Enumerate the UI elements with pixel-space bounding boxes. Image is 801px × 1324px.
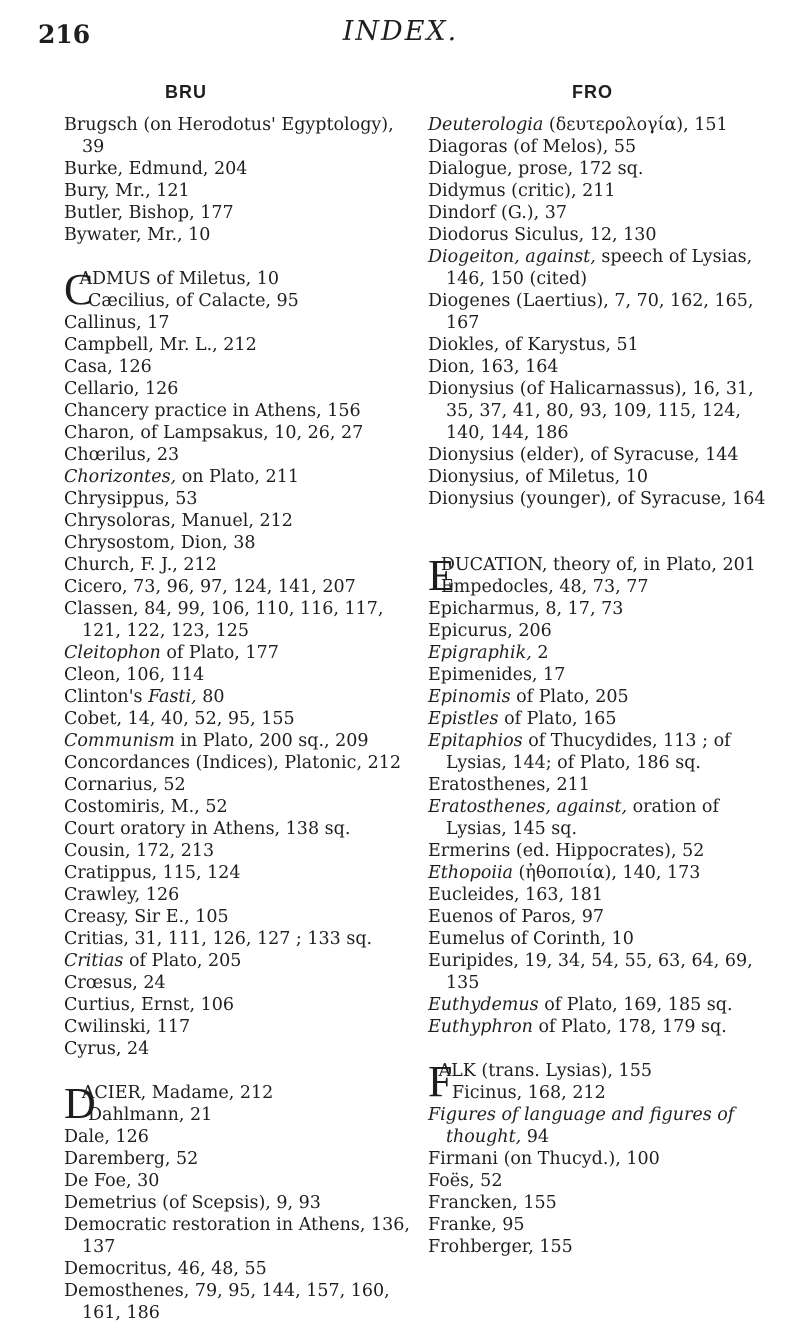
index-entry [64, 1170, 416, 1192]
entry-title-italic: Chorizontes, [64, 467, 177, 487]
entry-text: Chœrilus, 23 [64, 445, 180, 465]
index-entry [64, 708, 416, 730]
entry-text: Concordances (Indices), Platonic, 212 [64, 753, 401, 773]
drop-cap-letter: F [428, 1057, 453, 1106]
entry-text: 80 [196, 687, 225, 707]
index-entry [64, 1214, 416, 1258]
index-entry [428, 664, 776, 686]
entry-title-italic: Epistles [428, 709, 499, 729]
entry-text: De Foe, 30 [64, 1171, 160, 1191]
drop-cap-letter: D [64, 1079, 96, 1128]
index-entry [64, 928, 416, 950]
entry-title-italic: Epigraphik, [428, 643, 532, 663]
entry-title-italic: Figures of language and figures of thought, [428, 1105, 735, 1147]
entry-title-italic: Fasti, [148, 687, 197, 707]
entry-text: DUCATION, theory of, in Plato, 201 [440, 555, 756, 575]
index-entry [428, 620, 776, 642]
entry-text: Cæcilius, of Calacte, 95 [88, 291, 299, 311]
index-entry [428, 224, 776, 246]
entry-text: Dionysius, of Miletus, 10 [428, 467, 648, 487]
index-entry [64, 422, 416, 444]
entry-text: Cratippus, 115, 124 [64, 863, 241, 883]
entry-title-italic: Eratosthenes, against, [428, 797, 628, 817]
entry-text: Diokles, of Karystus, 51 [428, 335, 639, 355]
index-entry [428, 466, 776, 488]
index-entry [64, 378, 416, 400]
index-entry [64, 774, 416, 796]
index-entry [428, 576, 776, 598]
index-entry [64, 1038, 416, 1060]
index-entry [64, 598, 416, 642]
entry-text: Cicero, 73, 96, 97, 124, 141, 207 [64, 577, 356, 597]
index-entry [64, 1258, 416, 1280]
index-entry [428, 708, 776, 730]
entry-title-italic: Euthydemus [428, 995, 539, 1015]
index-entry [64, 884, 416, 906]
entry-text: Foës, 52 [428, 1171, 503, 1191]
index-entry [64, 576, 416, 598]
index-entry [64, 356, 416, 378]
entry-text: of Plato, 205 [510, 687, 629, 707]
entry-text: Euripides, 19, 34, 54, 55, 63, 64, 69, 135 [428, 951, 753, 993]
index-entry [428, 356, 776, 378]
index-entry [428, 158, 776, 180]
left-column-header: BRU [165, 82, 207, 102]
index-entry [64, 488, 416, 510]
index-entry [428, 180, 776, 202]
index-entry [428, 136, 776, 158]
entry-title-italic: Epitaphios [428, 731, 523, 751]
index-entry [428, 444, 776, 466]
entry-text: Eratosthenes, 211 [428, 775, 590, 795]
entry-text: Costomiris, M., 52 [64, 797, 228, 817]
entry-text: Clinton's [64, 687, 149, 707]
entry-text: of Thucydides, 113 ; of Lysias, 144; of Plato, 186 sq. [446, 731, 731, 773]
entry-text: Campbell, Mr. L., 212 [64, 335, 257, 355]
drop-cap-letter: E [428, 551, 455, 600]
entry-text: of Plato, 169, 185 sq. [538, 995, 733, 1015]
entry-text: Eucleides, 163, 181 [428, 885, 603, 905]
index-entry [428, 246, 776, 290]
entry-text: Chrysoloras, Manuel, 212 [64, 511, 293, 531]
index-entry [428, 202, 776, 224]
index-entry [64, 840, 416, 862]
entry-gap [428, 510, 776, 532]
index-entry [428, 334, 776, 356]
entry-text: Dionysius (elder), of Syracuse, 144 [428, 445, 739, 465]
entry-text: (ἠθοποιία), 140, 173 [512, 863, 701, 883]
entry-text: Callinus, 17 [64, 313, 170, 333]
index-entry [64, 730, 416, 752]
entry-text: Classen, 84, 99, 106, 110, 116, 117, 121, 122, 123, 125 [64, 599, 384, 641]
entry-text: Empedocles, 48, 73, 77 [440, 577, 649, 597]
entry-title-italic: Epinomis [428, 687, 511, 707]
entry-text: of Plato, 178, 179 sq. [532, 1017, 727, 1037]
index-entry [64, 532, 416, 554]
entry-text: Bywater, Mr., 10 [64, 225, 211, 245]
entry-gap [428, 532, 776, 554]
entry-text: Dialogue, prose, 172 sq. [428, 159, 644, 179]
index-entry [64, 1192, 416, 1214]
index-entry [64, 466, 416, 488]
drop-cap-letter: C [64, 265, 94, 314]
entry-text: Cyrus, 24 [64, 1039, 150, 1059]
entry-text: Firmani (on Thucyd.), 100 [428, 1149, 660, 1169]
entry-text: Charon, of Lampsakus, 10, 26, 27 [64, 423, 364, 443]
entry-text: Critias, 31, 111, 126, 127 ; 133 sq. [64, 929, 373, 949]
index-entry [64, 818, 416, 840]
index-entry [64, 796, 416, 818]
index-entry [428, 598, 776, 620]
index-entry [64, 994, 416, 1016]
index-entry [428, 642, 776, 664]
entry-text: Ficinus, 168, 212 [452, 1083, 606, 1103]
index-entry [428, 906, 776, 928]
entry-title-italic: Critias [64, 951, 124, 971]
entry-text: Cleon, 106, 114 [64, 665, 205, 685]
index-entry [64, 752, 416, 774]
entry-text: Epicurus, 206 [428, 621, 552, 641]
index-entry [428, 1082, 776, 1104]
entry-text: ALK (trans. Lysias), 155 [438, 1061, 652, 1081]
entry-text: Creasy, Sir E., 105 [64, 907, 229, 927]
index-entry [428, 1016, 776, 1038]
index-entry [64, 158, 416, 180]
entry-text: Cwilinski, 117 [64, 1017, 191, 1037]
entry-text: Epicharmus, 8, 17, 73 [428, 599, 624, 619]
entry-text: Dale, 126 [64, 1127, 149, 1147]
index-entry [428, 994, 776, 1016]
index-entry [64, 114, 416, 158]
index-entry [428, 1192, 776, 1214]
index-entry [64, 180, 416, 202]
index-entry [64, 202, 416, 224]
index-entry [64, 554, 416, 576]
entry-text: Democratic restoration in Athens, 136, 137 [64, 1215, 410, 1257]
index-entry [64, 906, 416, 928]
entry-text: Demetrius (of Scepsis), 9, 93 [64, 1193, 321, 1213]
index-entry [64, 290, 416, 312]
index-entry [64, 224, 416, 246]
index-entry [428, 1104, 776, 1148]
entry-text: 2 [531, 643, 549, 663]
entry-text: Dionysius (younger), of Syracuse, 164 [428, 489, 766, 509]
entry-text: Franke, 95 [428, 1215, 525, 1235]
entry-text: Demosthenes, 79, 95, 144, 157, 160, 161, 186 [64, 1281, 390, 1323]
index-entry [428, 796, 776, 840]
left-column [64, 114, 416, 1324]
entry-text: Church, F. J., 212 [64, 555, 217, 575]
entry-text: in Plato, 200 sq., 209 [174, 731, 369, 751]
entry-text: Dahlmann, 21 [88, 1105, 213, 1125]
index-entry [64, 642, 416, 664]
entry-text: Epimenides, 17 [428, 665, 566, 685]
entry-text: speech of Lysias, 146, 150 (cited) [446, 247, 753, 289]
index-entry [428, 290, 776, 334]
entry-title-italic: Communism [64, 731, 175, 751]
right-column-header: FRO [572, 82, 613, 102]
entry-text: Euenos of Paros, 97 [428, 907, 605, 927]
entry-text: Ermerins (ed. Hippocrates), 52 [428, 841, 705, 861]
index-entry [428, 686, 776, 708]
entry-text: Butler, Bishop, 177 [64, 203, 234, 223]
entry-title-italic: Cleitophon [64, 643, 161, 663]
entry-text: 94 [521, 1127, 550, 1147]
entry-text: of Plato, 205 [123, 951, 242, 971]
index-entry [64, 444, 416, 466]
index-entry [428, 378, 776, 444]
running-head: INDEX. [342, 16, 459, 47]
entry-text: of Plato, 165 [498, 709, 617, 729]
entry-gap [64, 246, 416, 268]
entry-text: Didymus (critic), 211 [428, 181, 616, 201]
index-entry [64, 312, 416, 334]
index-entry [428, 1214, 776, 1236]
index-entry [428, 1236, 776, 1258]
entry-text: Curtius, Ernst, 106 [64, 995, 234, 1015]
entry-text: Crœsus, 24 [64, 973, 166, 993]
entry-text: Eumelus of Corinth, 10 [428, 929, 634, 949]
index-entry [428, 884, 776, 906]
index-entry [64, 950, 416, 972]
entry-text: Court oratory in Athens, 138 sq. [64, 819, 351, 839]
entry-gap [428, 1038, 776, 1060]
index-entry [64, 1126, 416, 1148]
entry-text: Chancery practice in Athens, 156 [64, 401, 361, 421]
index-entry [428, 114, 776, 136]
entry-text: Dindorf (G.), 37 [428, 203, 568, 223]
index-entry [428, 1148, 776, 1170]
entry-text: of Plato, 177 [160, 643, 279, 663]
index-entry [64, 972, 416, 994]
index-entry [64, 510, 416, 532]
entry-text: Bury, Mr., 121 [64, 181, 190, 201]
entry-text: Brugsch (on Herodotus' Egyptology), 39 [64, 115, 394, 157]
right-column [428, 114, 776, 1258]
entry-text: Frohberger, 155 [428, 1237, 573, 1257]
entry-text: Chrysostom, Dion, 38 [64, 533, 256, 553]
index-entry [64, 664, 416, 686]
entry-text: Dionysius (of Halicarnassus), 16, 31, 35, 37, 41, 80, 93, 109, 115, 124, 140, 144, 186 [428, 379, 754, 443]
index-entry [428, 840, 776, 862]
entry-text: Diogenes (Laertius), 7, 70, 162, 165, 167 [428, 291, 754, 333]
entry-text: Cousin, 172, 213 [64, 841, 215, 861]
index-entry [428, 862, 776, 884]
entry-text: Cornarius, 52 [64, 775, 186, 795]
index-entry [64, 400, 416, 422]
entry-title-italic: Ethopoiia [428, 863, 513, 883]
index-entry [428, 950, 776, 994]
entry-text: (δευτερολογία), 151 [543, 115, 728, 135]
entry-title-italic: Deuterologia [428, 115, 544, 135]
entry-text: Francken, 155 [428, 1193, 557, 1213]
index-entry [64, 686, 416, 708]
index-entry [64, 1148, 416, 1170]
index-entry [64, 1280, 416, 1324]
entry-text: Crawley, 126 [64, 885, 180, 905]
entry-text: Cellario, 126 [64, 379, 179, 399]
index-entry [64, 1104, 416, 1126]
index-entry [428, 730, 776, 774]
entry-text: Chrysippus, 53 [64, 489, 198, 509]
entry-text: on Plato, 211 [176, 467, 299, 487]
entry-text: Diagoras (of Melos), 55 [428, 137, 637, 157]
entry-text: ACIER, Madame, 212 [81, 1083, 274, 1103]
entry-title-italic: Diogeiton, against, [428, 247, 596, 267]
entry-text: Democritus, 46, 48, 55 [64, 1259, 267, 1279]
index-entry [64, 1016, 416, 1038]
index-entry [428, 1170, 776, 1192]
entry-text: Diodorus Siculus, 12, 130 [428, 225, 657, 245]
index-entry [64, 334, 416, 356]
entry-text: Cobet, 14, 40, 52, 95, 155 [64, 709, 295, 729]
entry-text: oration of Lysias, 145 sq. [446, 797, 719, 839]
page-number: 216 [38, 20, 91, 49]
index-entry [428, 488, 776, 510]
entry-text: ADMUS of Miletus, 10 [79, 269, 279, 289]
index-entry [428, 928, 776, 950]
entry-title-italic: Euthyphron [428, 1017, 533, 1037]
entry-text: Casa, 126 [64, 357, 152, 377]
entry-text: Dion, 163, 164 [428, 357, 559, 377]
entry-gap [64, 1060, 416, 1082]
index-entry [64, 862, 416, 884]
index-entry [428, 774, 776, 796]
entry-text: Burke, Edmund, 204 [64, 159, 248, 179]
entry-text: Daremberg, 52 [64, 1149, 199, 1169]
